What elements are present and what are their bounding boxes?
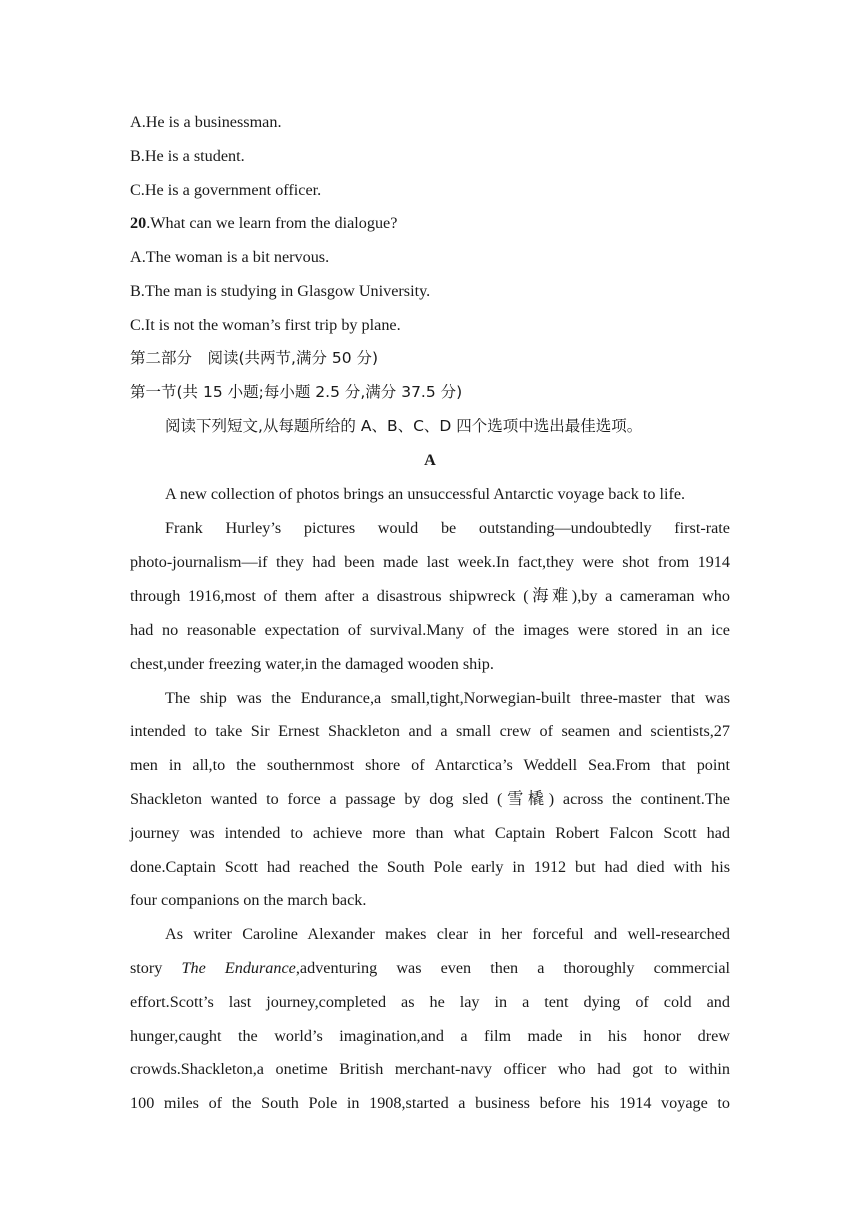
passage-p4-line [130,958,730,978]
q20-option-b: B.The man is studying in Glasgow University. [130,282,431,300]
passage-p4-line: effort.Scott’s last journey,completed as he lay in a tent dying of cold and [130,993,730,1011]
q19-option-b: B.He is a student. [130,147,245,165]
passage-p3-line: journey was intended to achieve more than what Captain Robert Falcon Scott had [130,824,730,842]
passage-p4-line: hunger,caught the world’s imagination,and a film made in his honor drew [130,1027,730,1045]
passage-label: A [424,451,436,469]
passage-p2-line: had no reasonable expectation of survival.Many of the images were stored in an ice [130,621,730,639]
passage-p4-line: 100 miles of the South Pole in 1908,started a business before his 1914 voyage to [130,1094,730,1112]
passage-p4-line: As writer Caroline Alexander makes clear in her forceful and well-researched [165,925,730,943]
q20-option-a: A.The woman is a bit nervous. [130,248,330,266]
q20-stem: .What can we learn from the dialogue? [146,214,398,232]
q20-number: 20 [130,214,147,232]
reading-instruction: 阅读下列短文,从每题所给的 A、B、C、D 四个选项中选出最佳选项。 [165,417,643,435]
passage-p2-line: Frank Hurley’s pictures would be outstanding—undoubtedly first-rate [165,519,730,537]
passage-p2-line: through 1916,most of them after a disastrous shipwreck (海难),by a cameraman who [130,587,730,605]
passage-p3-line: done.Captain Scott had reached the South Pole early in 1912 but had died with his [130,858,730,876]
passage-p4-line: crowds.Shackleton,a onetime British merchant-navy officer who had got to within [130,1060,730,1078]
passage-p3-line: men in all,to the southernmost shore of Antarctica’s Weddell Sea.From that point [130,756,730,774]
section1-title: 第一节(共 15 小题;每小题 2.5 分,满分 37.5 分) [130,383,463,401]
q20-question [130,213,730,233]
q19-option-c: C.He is a government officer. [130,181,322,199]
passage-p4-story-word: story [130,959,163,977]
passage-p3-line: four companions on the march back. [130,891,367,909]
passage-paragraph-1: A new collection of photos brings an unsuccessful Antarctic voyage back to life. [165,485,686,503]
passage-p3-line: The ship was the Endurance,a small,tight,Norwegian-built three-master that was [165,689,730,707]
passage-p3-line: intended to take Sir Ernest Shackleton and a small crew of seamen and scientists,27 [130,722,730,740]
passage-p4-line-rest: ,adventuring was even then a thoroughly commercial [295,959,731,977]
passage-p3-line: Shackleton wanted to force a passage by dog sled (雪橇) across the continent.The [130,790,730,808]
part2-title: 第二部分 阅读(共两节,满分 50 分) [130,349,379,367]
passage-p2-line: photo-journalism—if they had been made last week.In fact,they were shot from 1914 [130,553,730,571]
passage-p2-line: chest,under freezing water,in the damaged wooden ship. [130,655,494,673]
q20-option-c: C.It is not the woman’s first trip by plane. [130,316,401,334]
q19-option-a: A.He is a businessman. [130,113,282,131]
book-title: The Endurance [181,959,296,977]
